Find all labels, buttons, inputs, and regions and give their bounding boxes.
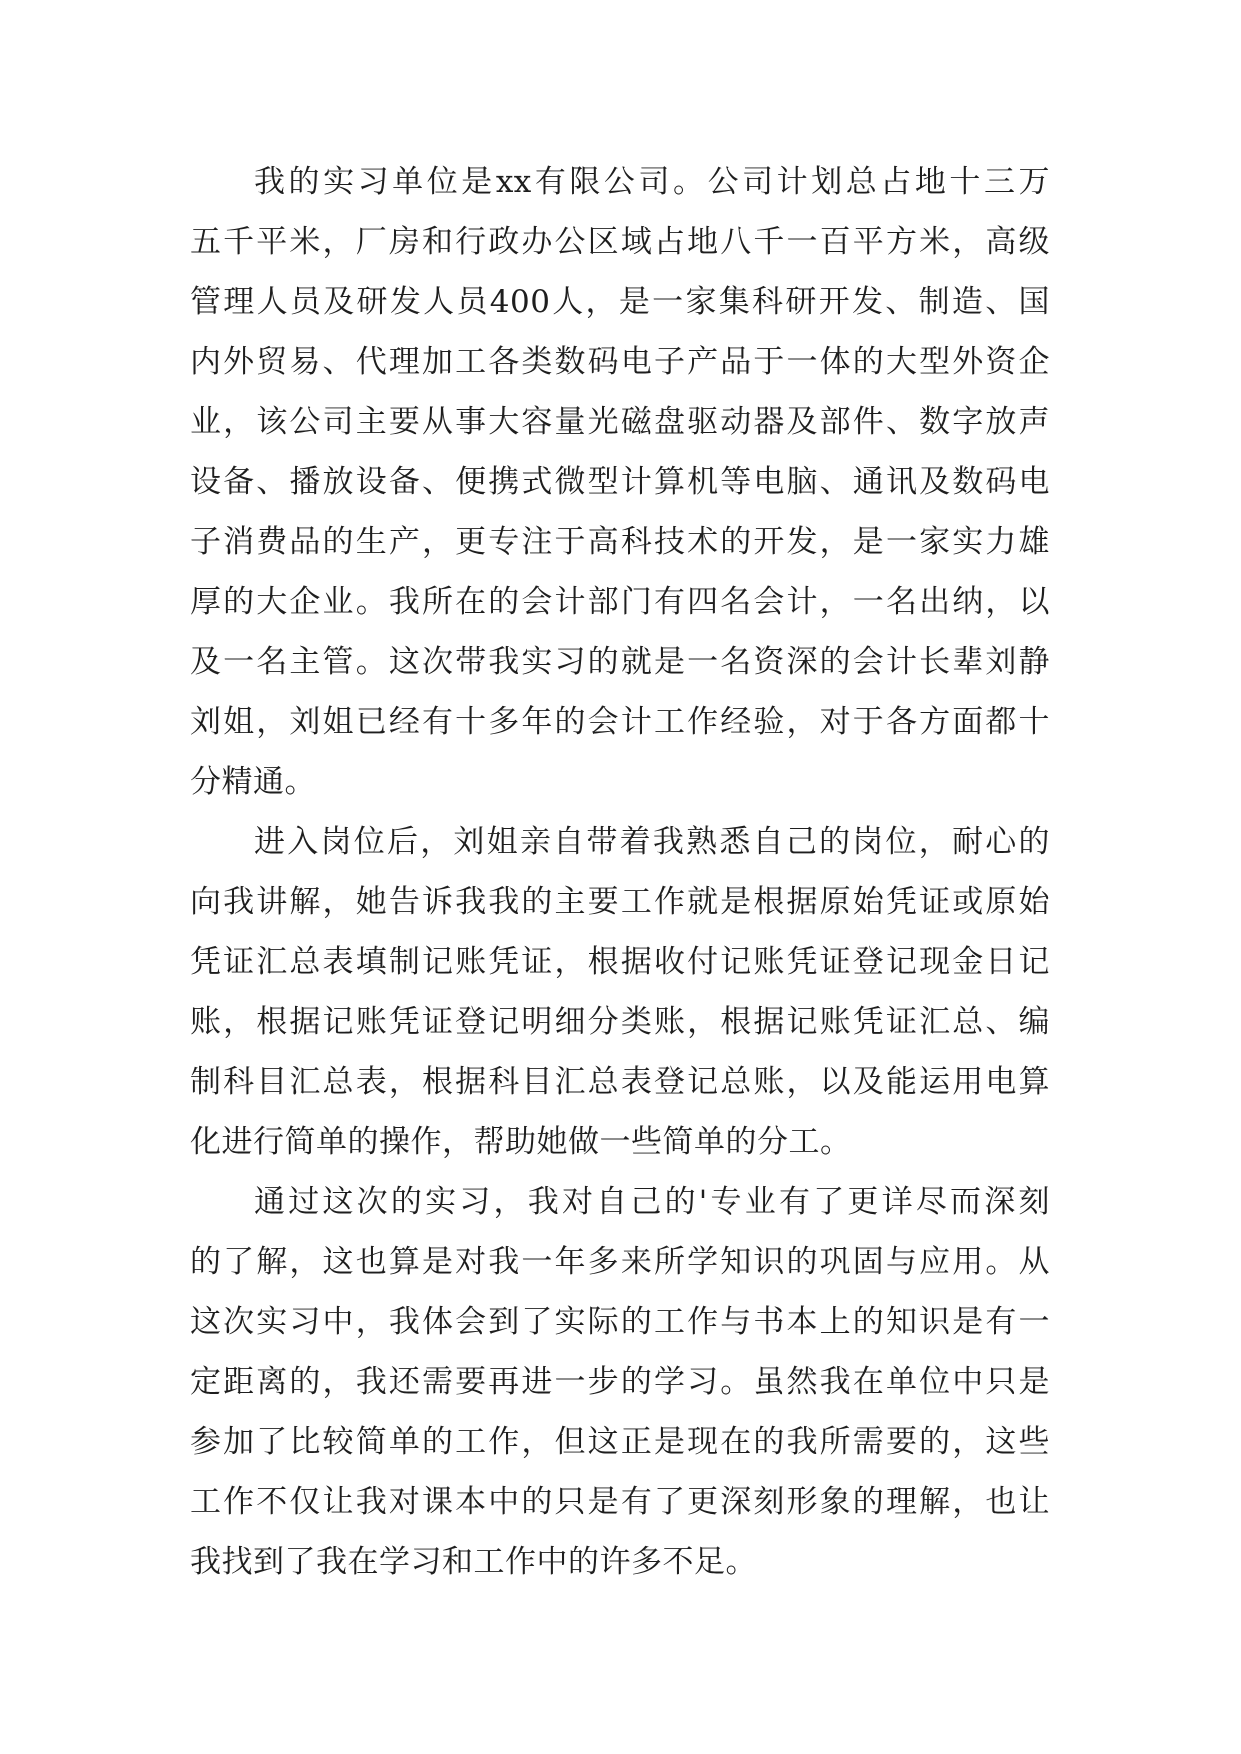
text-line: 化进行简单的操作，帮助她做一些简单的分工。 bbox=[190, 1124, 852, 1160]
text-line: 厚的大企业。我所在的会计部门有四名会计，一名出纳，以 bbox=[190, 584, 1050, 620]
text-line: 管理人员及研发人员400人，是一家集科研开发、制造、国 bbox=[190, 284, 1050, 320]
text-line: 设备、播放设备、便携式微型计算机等电脑、通讯及数码电 bbox=[190, 464, 1050, 500]
text-line: 我的实习单位是xx有限公司。公司计划总占地十三万 bbox=[254, 164, 1050, 200]
text-line: 及一名主管。这次带我实习的就是一名资深的会计长辈刘静 bbox=[190, 644, 1050, 680]
text-line: 的了解，这也算是对我一年多来所学知识的巩固与应用。从 bbox=[190, 1244, 1050, 1280]
text-line: 参加了比较简单的工作，但这正是现在的我所需要的，这些 bbox=[190, 1424, 1050, 1460]
text-line: 进入岗位后，刘姐亲自带着我熟悉自己的岗位，耐心的 bbox=[254, 824, 1050, 860]
paragraph-job-duties bbox=[190, 812, 1050, 1172]
text-line: 账，根据记账凭证登记明细分类账，根据记账凭证汇总、编 bbox=[190, 1004, 1050, 1040]
text-line: 向我讲解，她告诉我我的主要工作就是根据原始凭证或原始 bbox=[190, 884, 1050, 920]
text-line: 内外贸易、代理加工各类数码电子产品于一体的大型外资企 bbox=[190, 344, 1050, 380]
text-line: 刘姐，刘姐已经有十多年的会计工作经验，对于各方面都十 bbox=[190, 704, 1050, 740]
text-line: 定距离的，我还需要再进一步的学习。虽然我在单位中只是 bbox=[190, 1364, 1050, 1400]
text-line: 通过这次的实习，我对自己的'专业有了更详尽而深刻 bbox=[254, 1184, 1050, 1220]
text-line: 这次实习中，我体会到了实际的工作与书本上的知识是有一 bbox=[190, 1304, 1050, 1340]
text-line: 分精通。 bbox=[190, 764, 316, 800]
text-line: 我找到了我在学习和工作中的许多不足。 bbox=[190, 1544, 757, 1580]
text-line: 制科目汇总表，根据科目汇总表登记总账，以及能运用电算 bbox=[190, 1064, 1050, 1100]
document-body bbox=[190, 152, 1050, 1592]
text-line: 子消费品的生产，更专注于高科技术的开发，是一家实力雄 bbox=[190, 524, 1050, 560]
text-line: 业，该公司主要从事大容量光磁盘驱动器及部件、数字放声 bbox=[190, 404, 1050, 440]
text-line: 凭证汇总表填制记账凭证，根据收付记账凭证登记现金日记 bbox=[190, 944, 1050, 980]
paragraph-internship-unit bbox=[190, 152, 1050, 812]
text-line: 工作不仅让我对课本中的只是有了更深刻形象的理解，也让 bbox=[190, 1484, 1050, 1520]
paragraph-reflection bbox=[190, 1172, 1050, 1592]
text-line: 五千平米，厂房和行政办公区域占地八千一百平方米，高级 bbox=[190, 224, 1050, 260]
